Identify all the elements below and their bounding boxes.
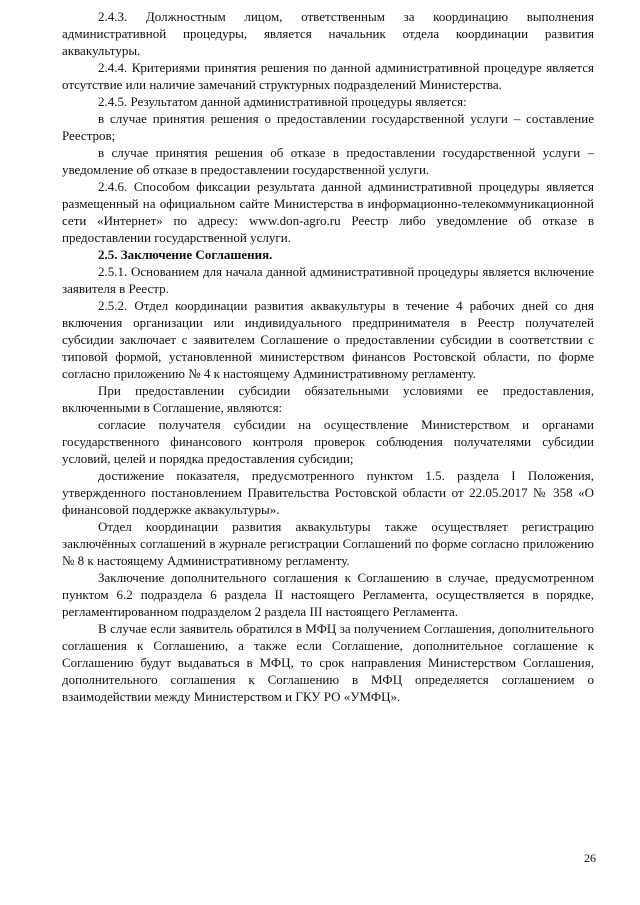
document-body (62, 8, 594, 705)
paragraph-2-4-6: 2.4.6. Способом фиксации результата данной административной процедуры является размещенный на официальном сайте Министерства в информационно-телекоммуникационной сети «Интернет» по адресу: www.don-agro.ru Реестр либо уведомление об отказе в предоставлении государственной услуги. (62, 179, 594, 245)
paragraph-registration: Отдел координации развития аквакультуры также осуществляет регистрацию заключённых соглашений в журнале регистрации Соглашений по форме согласно приложению № 8 к настоящему Административному регламенту. (62, 519, 594, 568)
paragraph-condition-consent: согласие получателя субсидии на осуществление Министерством и органами государственного финансового контроля проверок соблюдения получателями субсидии условий, целей и порядка предоставления субсидии; (62, 417, 594, 466)
paragraph-2-5-1: 2.5.1. Основанием для начала данной административной процедуры является включение заявителя в Реестр. (62, 264, 594, 296)
page-number: 26 (584, 851, 596, 865)
paragraph-conditions: При предоставлении субсидии обязательными условиями ее предоставления, включенными в Соглашение, являются: (62, 383, 594, 415)
paragraph-2-4-5: 2.4.5. Результатом данной административной процедуры является: (98, 94, 467, 109)
paragraph-additional-agreement: Заключение дополнительного соглашения к Соглашению в случае, предусмотренном пунктом 6.2 подраздела 6 раздела II настоящего Регламента, осуществляется в порядке, регламентированном подразделом 2 раздела III настоящего Регламента. (62, 570, 594, 619)
paragraph-2-4-3: 2.4.3. Должностным лицом, ответственным за координацию выполнения административной процедуры, является начальник отдела координации развития аквакультуры. (62, 9, 594, 58)
paragraph-condition-indicator: достижение показателя, предусмотренного пунктом 1.5. раздела I Положения, утвержденного постановлением Правительства Ростовской области от 22.05.2017 № 358 «О финансовой поддержке аквакультуры». (62, 468, 594, 517)
paragraph-result-approve: в случае принятия решения о предоставлении государственной услуги – составление Реестров; (62, 111, 594, 143)
paragraph-2-5-2: 2.5.2. Отдел координации развития аквакультуры в течение 4 рабочих дней со дня включения организации или индивидуального предпринимателя в Реестр получателей субсидии заключает с заявителем Соглашение о предоставлении субсидии в соответствии с типовой формой, установленной министерством финансов Ростовской области, по форме согласно приложению № 4 к настоящему Административному регламенту. (62, 298, 594, 381)
paragraph-result-refuse: в случае принятия решения об отказе в предоставлении государственной услуги – уведомление об отказе в предоставлении государственной услуги. (62, 145, 594, 177)
paragraph-2-4-4: 2.4.4. Критериями принятия решения по данной административной процедуре является отсутствие или наличие замечаний структурных подразделений Министерства. (62, 60, 594, 92)
paragraph-mfc: В случае если заявитель обратился в МФЦ за получением Соглашения, дополнительного соглашения к Соглашению, а также если Соглашение, дополнительное соглашение к Соглашению будут выдаваться в МФЦ, то срок направления Министерством Соглашения, дополнительного соглашения к Соглашению в МФЦ определяется соглашением о взаимодействии между Министерством и ГКУ РО «УМФЦ». (62, 621, 594, 704)
section-heading-2-5: 2.5. Заключение Соглашения. (98, 247, 273, 262)
